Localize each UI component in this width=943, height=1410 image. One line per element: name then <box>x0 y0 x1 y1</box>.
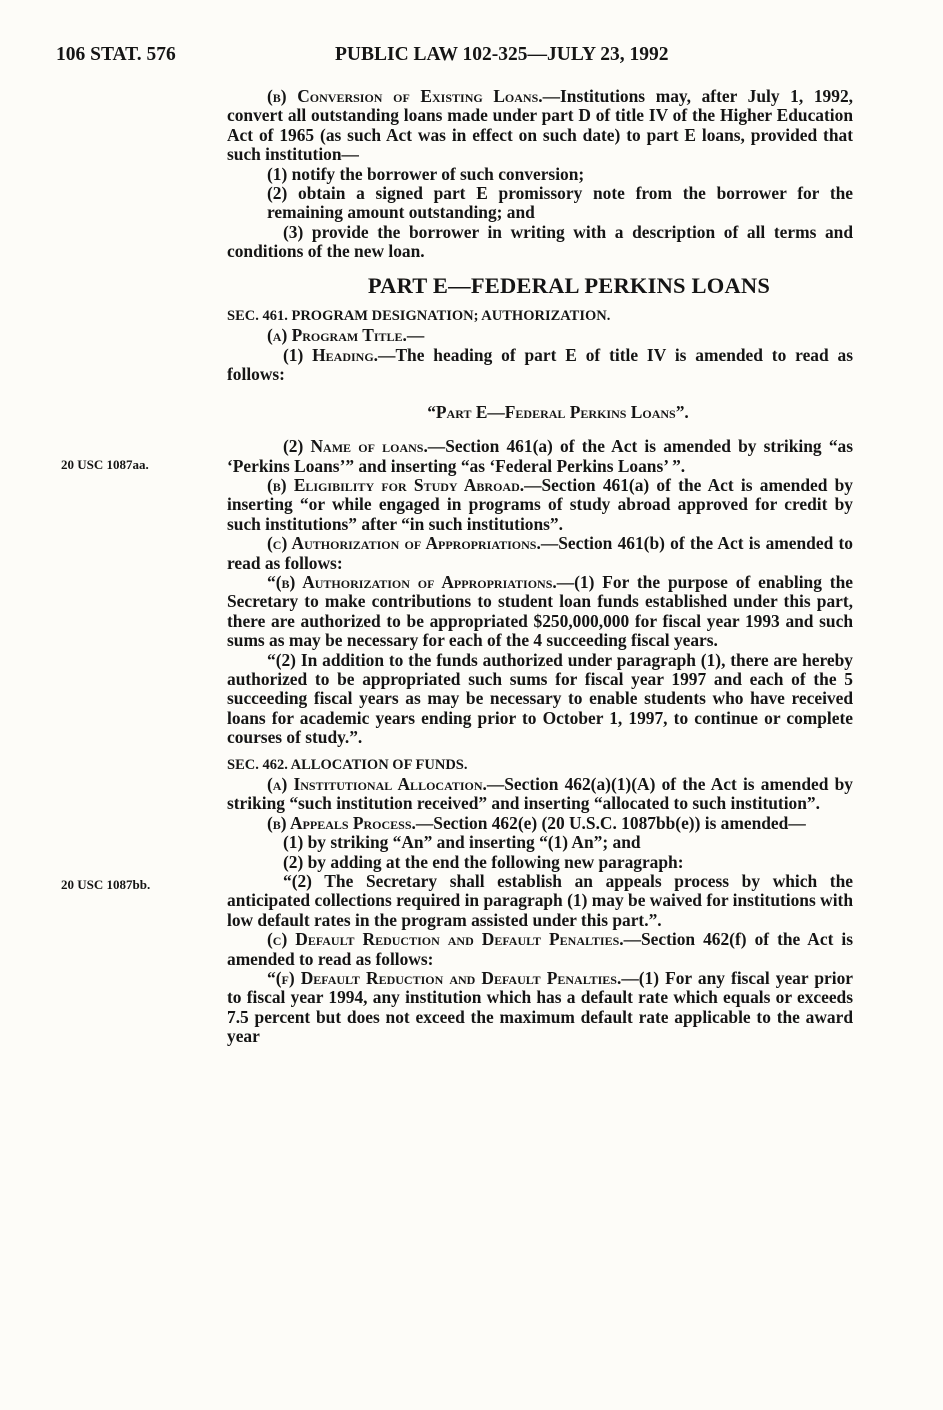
sec-462-c-paragraph <box>227 930 853 969</box>
conversion-paragraph <box>227 87 853 165</box>
part-title: PART E—FEDERAL PERKINS LOANS <box>367 272 771 298</box>
sec-461-heading: SEC. 461. PROGRAM DESIGNATION; AUTHORIZATION. <box>227 308 611 325</box>
sec-461-a-label: (a) Program Title.— <box>267 325 425 346</box>
quoted-2-paragraph: “(2) In addition to the funds authorized under paragraph (1), there are hereby authorized to be appropriated such sums for fiscal year 1997 and each of the 5 succeeding fiscal years as may be necessary to enable students who have received loans for academic years ending prior to October 1, 1997, to continue or complete courses of study.”. <box>227 649 853 748</box>
quoted-part-heading: “Part E—Federal Perkins Loans”. <box>427 401 689 422</box>
sec-461-a2-label: (2) Name of loans. <box>283 436 428 457</box>
margin-note-usc-1087bb: 20 USC 1087bb. <box>61 877 151 892</box>
sec-461-b-text: —Section 461(a) of the Act is amended by inserting “or while engaged in programs of study abroad approved for credit by such institutions” after “in such institutions”. <box>227 474 853 534</box>
sec-461-a1-paragraph <box>227 346 853 385</box>
sec-462-c-text: —Section 462(f) of the Act is amended to read as follows: <box>227 929 853 969</box>
quoted-b-text: —(1) For the purpose of enabling the Secretary to make contributions to student loan funds established under this part, there are authorized to be appropriated $250,000,000 for fiscal year 1993 and such sums as may be necessary for each of the 4 succeeding fiscal years. <box>227 571 853 651</box>
sec-461-a1-text: —The heading of part E of title IV is amended to read as follows: <box>227 344 853 385</box>
sec-462-b2: (2) by adding at the end the following new paragraph: <box>283 851 684 872</box>
sec-462-a-text: —Section 462(a)(1)(A) of the Act is amended by striking “such institution received” and inserting “allocated to such institution”. <box>227 774 853 814</box>
conversion-item-1: (1) notify the borrower of such conversion; <box>267 163 585 184</box>
sec-462-quoted-f <box>227 969 853 1047</box>
margin-note-usc-1087aa: 20 USC 1087aa. <box>61 457 149 472</box>
sec-462-quoted-f-text: —(1) For any fiscal year prior to fiscal year 1994, any institution which has a default rate which equals or exceeds 7.5 percent but does not exceed the maximum default rate applicable to the award year <box>227 968 854 1047</box>
sec-462-b-label: (b) Appeals Process. <box>267 812 416 833</box>
sec-461-a2-text: —Section 461(a) of the Act is amended by striking “as ‘Perkins Loans’” and inserting “as ‘Federal Perkins Loans’ ”. <box>227 436 853 476</box>
quoted-b-label: “(b) Authorization of Appropriations. <box>267 571 557 592</box>
sec-461-c-text: —Section 461(b) of the Act is amended to read as follows: <box>227 533 853 573</box>
sec-461-c-label: (c) Authorization of Appropriations. <box>267 533 541 554</box>
sec-461-c-paragraph <box>227 534 853 573</box>
sec-461-b-paragraph <box>227 476 853 534</box>
sec-462-heading: SEC. 462. ALLOCATION OF FUNDS. <box>227 756 468 773</box>
sec-462-quoted-2: “(2) The Secretary shall establish an appeals process by which the anticipated collections required in paragraph (1) may be waived for institutions with low default rates in the program assisted under this part.”. <box>227 871 853 930</box>
sec-461-a2-paragraph <box>227 437 853 476</box>
sec-461-b-label: (b) Eligibility for Study Abroad. <box>267 474 525 495</box>
sec-462-a-paragraph <box>227 775 853 814</box>
sec-462-a-label: (a) Institutional Allocation. <box>267 774 487 794</box>
page-header-title: PUBLIC LAW 102-325—JULY 23, 1992 <box>335 44 669 65</box>
sec-461-a1-label: (1) Heading. <box>283 344 379 365</box>
sec-462-c-label: (c) Default Reduction and Default Penalties. <box>267 929 624 950</box>
sec-462-b-text: —Section 462(e) (20 U.S.C. 1087bb(e)) is amended— <box>415 812 806 833</box>
sec-462-b1: (1) by striking “An” and inserting “(1) An”; and <box>283 832 641 853</box>
quoted-b-paragraph <box>227 573 853 651</box>
conversion-text: —Institutions may, after July 1, 1992, convert all outstanding loans made under part D of title IV of the Higher Education Act of 1965 (as such Act was in effect on such date) to part E loans, provided that such institution— <box>227 86 853 165</box>
conversion-item-2: (2) obtain a signed part E promissory note from the borrower for the remaining amount outstanding; and <box>267 183 853 223</box>
page-reference: 106 STAT. 576 <box>56 44 176 65</box>
sec-462-b-paragraph <box>227 814 853 833</box>
document-body <box>227 87 853 1047</box>
conversion-item-3: (3) provide the borrower in writing with a description of all terms and conditions of the new loan. <box>227 221 853 262</box>
conversion-label: (b) Conversion of Existing Loans. <box>267 86 543 106</box>
sec-462-quoted-f-label: “(f) Default Reduction and Default Penalties. <box>267 968 622 989</box>
